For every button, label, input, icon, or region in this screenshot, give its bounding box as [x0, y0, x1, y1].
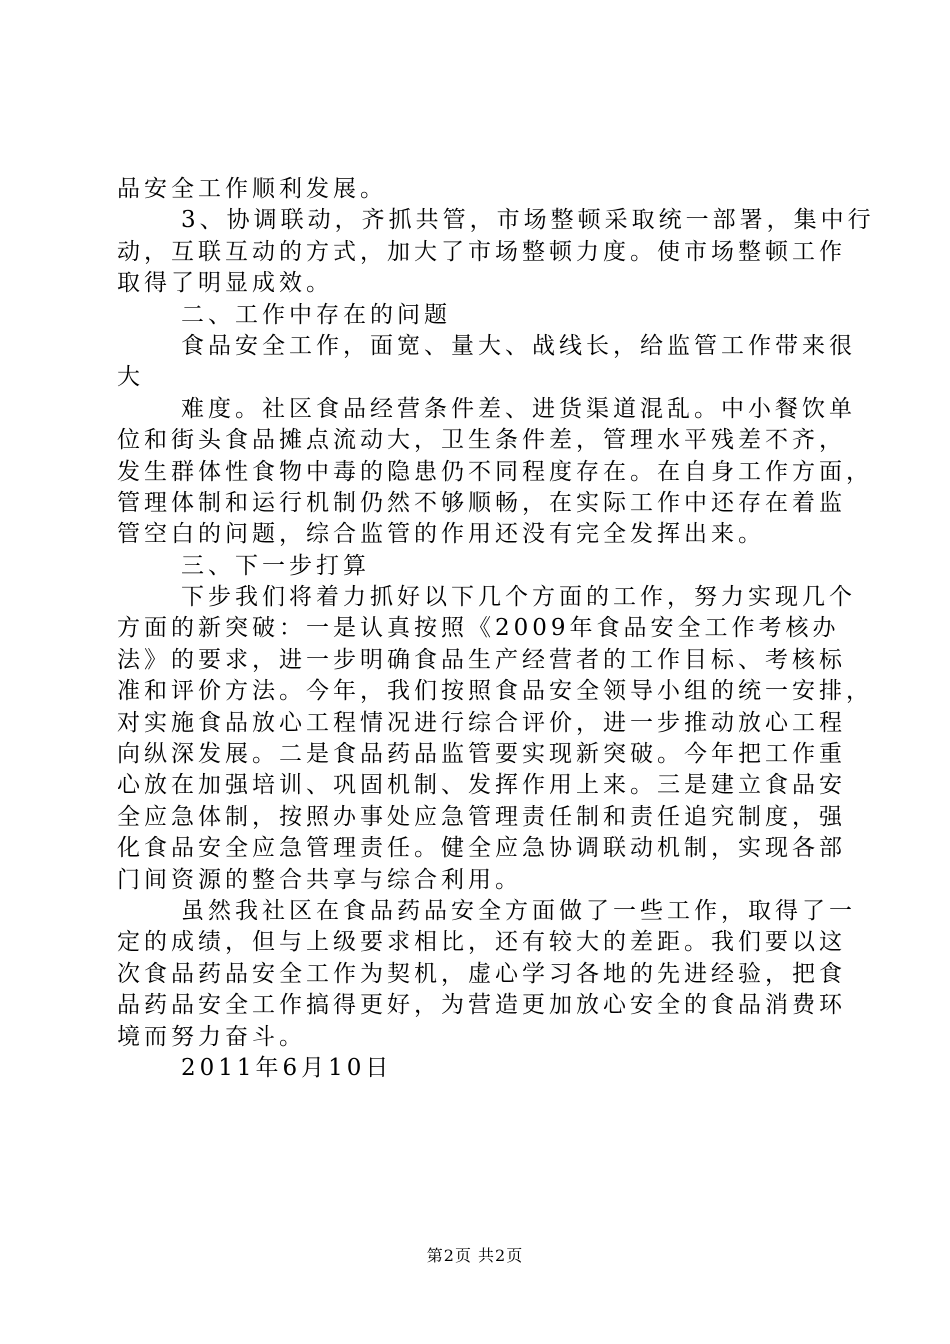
text-line: 食品安全工作，面宽、量大、战线长，给监管工作带来很: [181, 332, 856, 359]
text-line: 向纵深发展。二是食品药品监管要实现新突破。今年把工作重: [117, 741, 846, 768]
text-line: 取得了明显成效。: [117, 270, 333, 297]
text-line: 品安全工作顺利发展。: [117, 176, 387, 202]
text-line: 管空白的问题，综合监管的作用还没有完全发挥出来。: [117, 521, 765, 548]
text-line: 三、下一步打算: [181, 552, 370, 579]
text-line: 3、协调联动，齐抓共管，市场整顿采取统一部署，集中行: [181, 207, 875, 234]
document-body: [117, 174, 875, 1084]
text-line: 品药品安全工作搞得更好，为营造更加放心安全的食品消费环: [117, 992, 846, 1019]
text-line: 定的成绩，但与上级要求相比，还有较大的差距。我们要以这: [117, 929, 846, 956]
text-line: 二、工作中存在的问题: [181, 301, 451, 328]
text-line: 动，互联互动的方式，加大了市场整顿力度。使市场整顿工作: [117, 238, 846, 265]
text-line: 下步我们将着力抓好以下几个方面的工作，努力实现几个: [181, 584, 856, 611]
text-line: 虽然我社区在食品药品安全方面做了一些工作，取得了一: [181, 897, 856, 924]
text-line: 管理体制和运行机制仍然不够顺畅，在实际工作中还存在着监: [117, 489, 846, 516]
page-footer: 第2页 共2页: [426, 1246, 524, 1265]
text-line: 发生群体性食物中毒的隐患仍不同程度存在。在自身工作方面，: [117, 458, 873, 485]
text-line: 2011年6月10日: [181, 1054, 393, 1081]
text-line: 次食品药品安全工作为契机，虚心学习各地的先进经验，把食: [117, 960, 846, 987]
text-line: 对实施食品放心工程情况进行综合评价，进一步推动放心工程: [117, 709, 846, 736]
text-line: 心放在加强培训、巩固机制、发挥作用上来。三是建立食品安: [117, 772, 846, 799]
text-line: 难度。社区食品经营条件差、进货渠道混乱。中小餐饮单: [181, 395, 856, 422]
text-line: 法》的要求，进一步明确食品生产经营者的工作目标、考核标: [117, 646, 846, 673]
text-line: 方面的新突破：一是认真按照《2009年食品安全工作考核办: [117, 615, 840, 642]
text-line: 全应急体制，按照办事处应急管理责任制和责任追究制度，强: [117, 803, 846, 830]
text-line: 准和评价方法。今年，我们按照食品安全领导小组的统一安排，: [117, 678, 873, 705]
text-line: 门间资源的整合共享与综合利用。: [117, 866, 522, 893]
text-line: 境而努力奋斗。: [117, 1023, 306, 1050]
text-line: 化食品安全应急管理责任。健全应急协调联动机制，实现各部: [117, 835, 846, 862]
text-line: 位和街头食品摊点流动大，卫生条件差，管理水平残差不齐，: [117, 427, 846, 454]
text-line: 大: [117, 364, 144, 391]
